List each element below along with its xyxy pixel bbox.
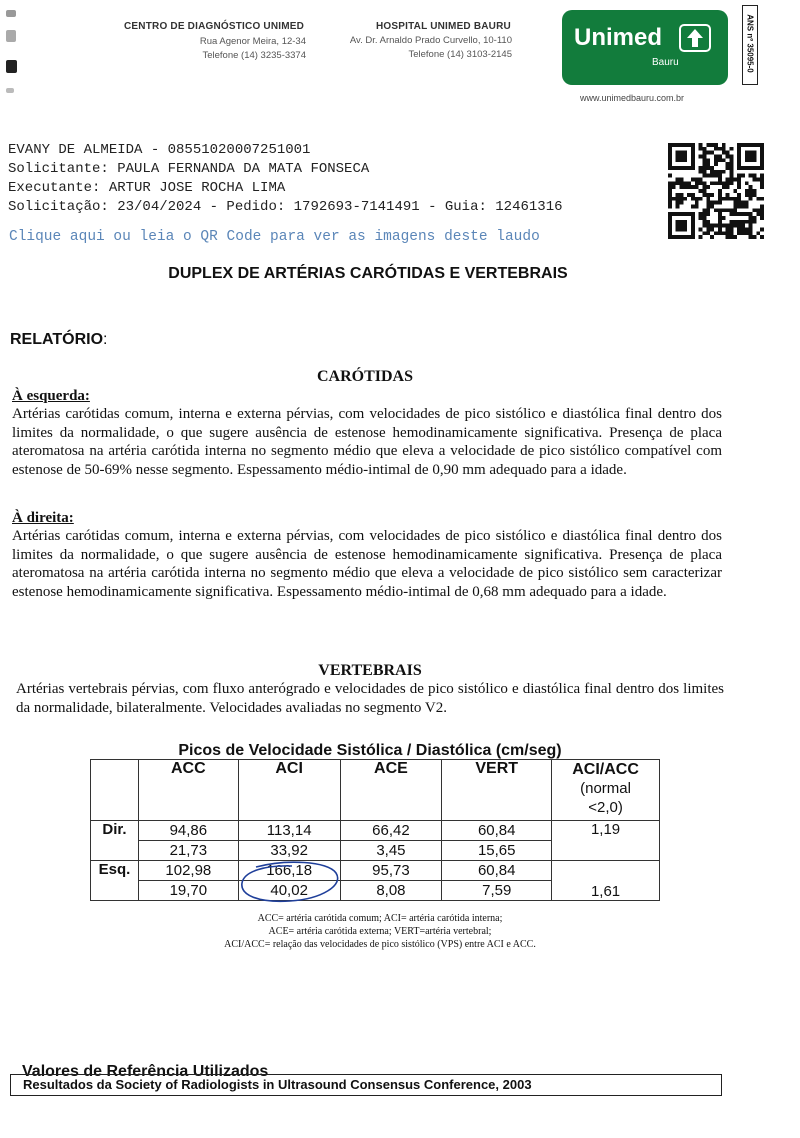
table-cell: 102,98 <box>138 861 238 881</box>
ratio-header-limit: <2,0) <box>588 799 623 816</box>
report-heading <box>10 331 107 349</box>
logo-name: Unimed <box>574 24 663 51</box>
table-cell: 33,92 <box>238 841 340 861</box>
col-header: ACI <box>238 760 340 821</box>
table-cell: 60,84 <box>442 821 552 841</box>
corner-cell <box>91 760 139 821</box>
scan-mark <box>6 10 16 17</box>
center-name: CENTRO DE DIAGNÓSTICO UNIMED <box>124 21 305 32</box>
reference-source: Resultados da Society of Radiologists in Ultrasound Consensus Conference, 2003 <box>23 1077 532 1092</box>
ans-number: ANS nº 35095-0 <box>745 14 755 73</box>
logo-symbol-icon <box>679 24 711 52</box>
row-label-dir: Dir. <box>91 821 139 861</box>
handwritten-circle <box>236 859 344 911</box>
table-cell: 7,59 <box>442 881 552 901</box>
legend-line: ACE= artéria carótida externa; VERT=artéria vertebral; <box>268 926 492 937</box>
ratio-header-label: ACI/ACC <box>572 761 639 778</box>
table-legend <box>150 912 610 951</box>
ratio-esq: 1,61 <box>552 861 660 901</box>
center-address: Rua Agenor Meira, 12-34 <box>199 36 306 47</box>
vertebrals-text: Artérias vertebrais pérvias, com fluxo anterógrado e velocidades de pico sistólico e diastólica final dentro dos limites da normalidade, bilateralmente. Velocidades avaliadas no segmento V2. <box>16 681 724 716</box>
legend-line: ACC= artéria carótida comum; ACI= artéria carótida interna; <box>257 913 503 924</box>
ratio-header-normal: (normal <box>580 780 631 797</box>
ans-registration-box <box>742 5 758 85</box>
table-cell: 3,45 <box>340 841 442 861</box>
table-row <box>91 861 660 881</box>
table-row <box>91 821 660 841</box>
table-cell: 15,65 <box>442 841 552 861</box>
table-cell: 8,08 <box>340 881 442 901</box>
scan-mark <box>6 30 16 42</box>
table-cell: 94,86 <box>138 821 238 841</box>
velocity-table <box>90 759 660 901</box>
logo-city: Bauru <box>652 57 679 68</box>
right-side-label: À direita: <box>12 510 74 526</box>
request-info: Solicitação: 23/04/2024 - Pedido: 1792693-7141491 - Guia: 12461316 <box>8 199 563 215</box>
right-side-text: Artérias carótidas comum, interna e externa pérvias, com velocidades de pico sistólico e diastólica final dentro dos limites da normalidade, o que sugere ausência de estenose hemodinamicamente significativa. Presença de placa ateromatosa na artéria carótida interna no segmento médio que eleva a velocidade de pico sistólico sem caracterizar estenose hemodinamicamente significativa. Espessamento médio-intimal de 0,68 mm adequado para a idade. <box>12 528 722 600</box>
requester: Solicitante: PAULA FERNANDA DA MATA FONSECA <box>8 161 370 177</box>
table-cell: 166,18 <box>238 861 340 881</box>
exam-title: DUPLEX DE ARTÉRIAS CARÓTIDAS E VERTEBRAIS <box>168 265 568 282</box>
carotids-right <box>12 510 722 601</box>
reference-title: Valores de Referência Utilizados <box>22 1063 269 1080</box>
hospital-phone: Telefone (14) 3103-2145 <box>408 49 512 60</box>
legend-line: ACI/ACC= relação das velocidades de pico sistólico (VPS) entre ACI e ACC. <box>224 939 536 950</box>
row-label-esq: Esq. <box>91 861 139 901</box>
left-side-label: À esquerda: <box>12 388 90 404</box>
table-cell: 19,70 <box>138 881 238 901</box>
carotids-left <box>12 388 722 479</box>
ratio-header <box>552 760 660 821</box>
col-header: ACC <box>138 760 238 821</box>
website: www.unimedbauru.com.br <box>580 93 685 103</box>
table-cell: 60,84 <box>442 861 552 881</box>
col-header: VERT <box>442 760 552 821</box>
table-cell: 113,14 <box>238 821 340 841</box>
table-header-row <box>91 760 660 821</box>
col-header: ACE <box>340 760 442 821</box>
scan-mark <box>6 88 14 93</box>
qr-code[interactable] <box>668 143 764 239</box>
table-cell: 66,42 <box>340 821 442 841</box>
report-colon: : <box>103 331 108 348</box>
report-label: RELATÓRIO <box>10 331 104 348</box>
patient-name-id: EVANY DE ALMEIDA - 08551020007251001 <box>8 142 311 158</box>
vertebrals-title: VERTEBRAIS <box>318 662 422 679</box>
reference-source-box <box>10 1074 722 1096</box>
table-title: Picos de Velocidade Sistólica / Diastólica (cm/seg) <box>178 742 562 759</box>
center-phone: Telefone (14) 3235-3374 <box>202 50 306 61</box>
table-cell: 95,73 <box>340 861 442 881</box>
ratio-dir: 1,19 <box>552 821 660 861</box>
qr-images-link[interactable]: Clique aqui ou leia o QR Code para ver as imagens deste laudo <box>9 229 540 245</box>
hospital-address: Av. Dr. Arnaldo Prado Curvello, 10-110 <box>349 35 512 46</box>
unimed-logo <box>562 10 728 85</box>
left-side-text: Artérias carótidas comum, interna e externa pérvias, com velocidades de pico sistólico e diastólica final dentro dos limites da normalidade, o que sugere ausência de estenose hemodinamicamente significativa. Presença de placa ateromatosa na artéria carótida interna no segmento médio que eleva a velocidade de pico sistólico compatível com estenose de 50-69% nesse segmento. Espessamento médio-intimal de 0,90 mm adequado para a idade. <box>12 406 722 478</box>
scan-mark <box>6 60 17 73</box>
carotids-title: CARÓTIDAS <box>316 368 413 385</box>
hospital-name: HOSPITAL UNIMED BAURU <box>376 21 511 32</box>
executor: Executante: ARTUR JOSE ROCHA LIMA <box>8 180 286 196</box>
table-cell: 21,73 <box>138 841 238 861</box>
table-cell: 40,02 <box>238 881 340 901</box>
